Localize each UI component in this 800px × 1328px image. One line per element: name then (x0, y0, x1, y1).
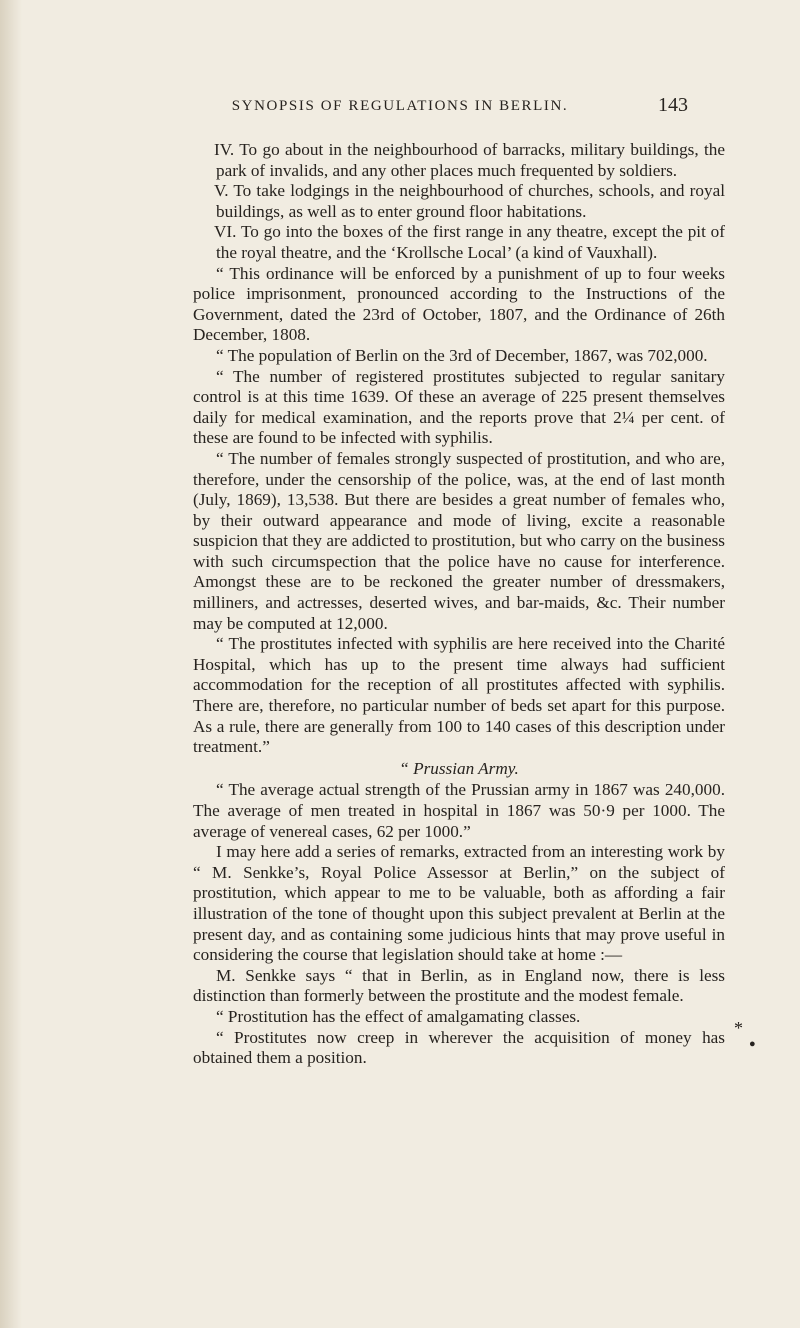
paragraph-suspected: “ The number of females strongly suspected of prostitution, and who are, therefore, under the censorship of the police, was, at the end of last month (July, 1869), 13,538. But there are besides a great number of females who, by their outward appearance and mode of living, excite a reasonable suspicion that they are addicted to prostitution, but who carry on the business with such circumspection that the police have no cause for interference. Amongst these are to be reckoned the greater number of dressmakers, milliners, and actresses, deserted wives, and bar-maids, &c. Their number may be computed at 12,000. (193, 448, 725, 633)
body-text (193, 140, 725, 1069)
paragraph-ordinance: “ This ordinance will be enforced by a punishment of up to four weeks police imprisonment, pronounced according to the Instructions of the Government, dated the 23rd of October, 1807, and the Ordinance of 26th December, 1808. (193, 263, 725, 345)
paragraph-registered: “ The number of registered prostitutes subjected to regular sanitary control is at this time 1639. Of these an average of 225 present themselves daily for medical examination, and the reports prove that 2¼ per cent. of these are found to be infected with syphilis. (193, 366, 725, 448)
section-heading-prussian-army: “ Prussian Army. (399, 758, 519, 778)
paragraph-rule-v: V. To take lodgings in the neighbourhood of churches, schools, and royal buildings, as well as to enter ground floor habitations. (214, 181, 725, 221)
page-number: 143 (658, 94, 688, 116)
running-title: SYNOPSIS OF REGULATIONS IN BERLIN. (231, 98, 569, 114)
paragraph-senkke: M. Senkke says “ that in Berlin, as in England now, there is less distinction than formerly between the prostitute and the modest female. (193, 965, 725, 1006)
paragraph-population: “ The population of Berlin on the 3rd of December, 1867, was 702,000. (216, 345, 708, 365)
running-head (0, 94, 800, 122)
margin-dot-mark: ● (749, 1038, 756, 1050)
paragraph-remarks: I may here add a series of remarks, extracted from an interesting work by “ M. Senkke’s, Royal Police Assessor at Berlin,” on the subject of prostitution, which appear to me to be valuable, both as affording a fair illustration of the tone of thought upon this subject prevalent at Berlin at the present day, and as containing some judicious hints that may prove useful in considering the course that legislation should take at home :— (193, 842, 725, 965)
paragraph-hospital: “ The prostitutes infected with syphilis are here received into the Charité Hospital, which has up to the present time always had sufficient accommodation for the reception of all prostitutes affected with syphilis. There are, therefore, no particular number of beds set apart for this purpose. As a rule, there are generally from 100 to 140 cases of this description under treatment.” (193, 634, 725, 757)
paragraph-creep: “ Prostitutes now creep in wherever the acquisition of money has obtained them a position. (193, 1027, 725, 1068)
paragraph-amalgamating: “ Prostitution has the effect of amalgamating classes. (216, 1006, 581, 1026)
paragraph-rule-vi: VI. To go into the boxes of the first range in any theatre, except the pit of the royal theatre, and the ‘Krollsche Local’ (a kind of Vauxhall). (214, 222, 725, 262)
margin-star-mark: * (734, 1018, 743, 1038)
paragraph-rule-iv: IV. To go about in the neighbourhood of barracks, military buildings, the park of invalids, and any other places much frequented by soldiers. (214, 140, 725, 180)
paragraph-army-strength: “ The average actual strength of the Prussian army in 1867 was 240,000. The average of men treated in hospital in 1867 was 50·9 per 1000. The average of venereal cases, 62 per 1000.” (193, 780, 725, 841)
binding-shadow (0, 0, 22, 1328)
